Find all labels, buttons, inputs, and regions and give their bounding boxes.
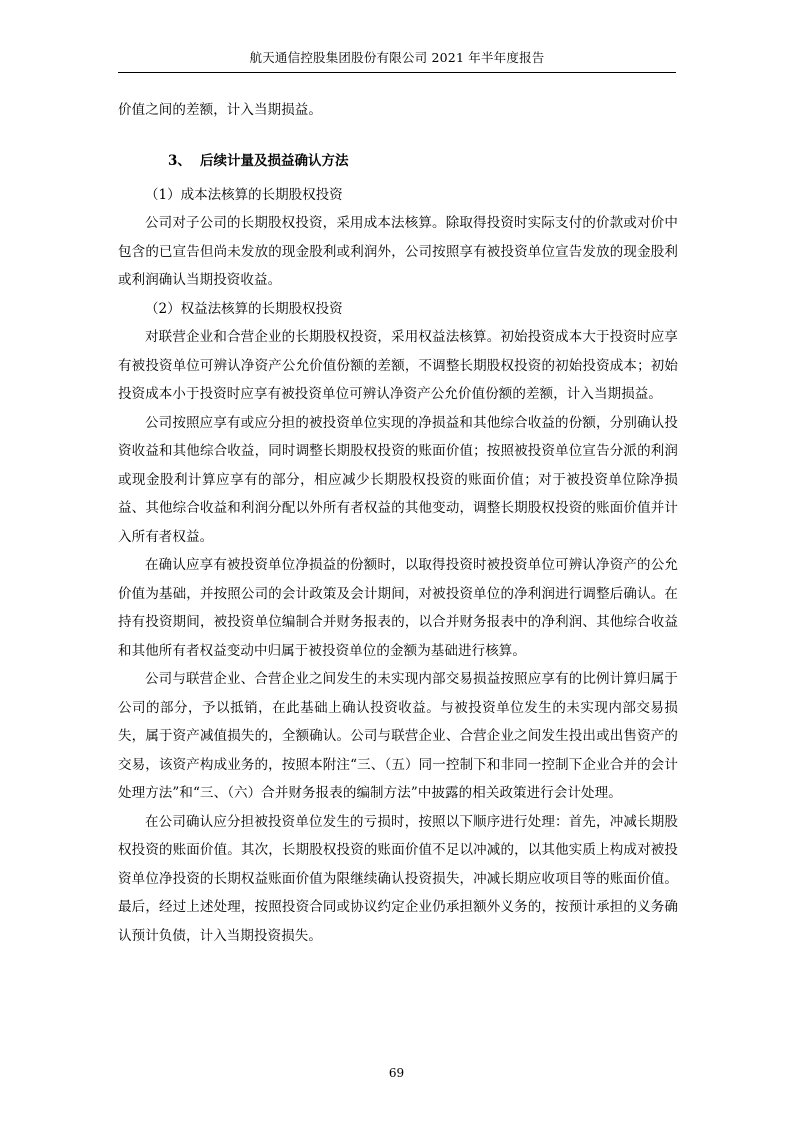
header-divider	[118, 72, 676, 73]
subsection-2-paragraph-4: 公司与联营企业、合营企业之间发生的未实现内部交易损益按照应享有的比例计算归属于公司的部分，予以抵销，在此基础上确认投资收益。与被投资单位发生的未实现内部交易损失，属于资产减值损失的，全额确认。公司与联营企业、合营企业之间发生投出或出售资产的交易，该资产构成业务的，按照本附注“三、（五）同一控制下和非同一控制下企业合并的会计处理方法”和“三、（六）合并财务报表的编制方法”中披露的相关政策进行会计处理。	[118, 671, 678, 801]
page-content	[118, 96, 678, 950]
page-header: 航天通信控股集团股份有限公司 2021 年半年度报告	[249, 50, 545, 65]
section-number: 3、	[168, 152, 191, 169]
section-heading	[118, 147, 678, 175]
subsection-1-paragraph-1: 公司对子公司的长期股权投资，采用成本法核算。除取得投资时实际支付的价款或对价中包含的已宣告但尚未发放的现金股利或利润外，公司按照享有被投资单位宣告发放的现金股利或利润确认当期投资收益。	[118, 215, 678, 288]
subsection-2-paragraph-2: 公司按照应享有或应分担的被投资单位实现的净损益和其他综合收益的份额，分别确认投资收益和其他综合收益，同时调整长期股权投资的账面价值；按照被投资单位宣告分派的利润或现金股利计算应享有的部分，相应减少长期股权投资的账面价值；对于被投资单位除净损益、其他综合收益和利润分配以外所有者权益的其他变动，调整长期股权投资的账面价值并计入所有者权益。	[118, 414, 678, 545]
subsection-2-paragraph-3: 在确认应享有被投资单位净损益的份额时，以取得投资时被投资单位可辨认净资产的公允价值为基础，并按照公司的会计政策及会计期间，对被投资单位的净利润进行调整后确认。在持有投资期间，被投资单位编制合并财务报表的，以合并财务报表中的净利润、其他综合收益和其他所有者权益变动中归属于被投资单位的金额为基础进行核算。	[118, 557, 678, 659]
subsection-1-heading: （1）成本法核算的长期股权投资	[145, 186, 343, 203]
carryover-paragraph: 价值之间的差额，计入当期损益。	[118, 102, 322, 118]
subsection-2-heading: （2）权益法核算的长期股权投资	[145, 300, 343, 317]
subsection-2-paragraph-5: 在公司确认应分担被投资单位发生的亏损时，按照以下顺序进行处理：首先，冲减长期股权投资的账面价值。其次，长期股权投资的账面价值不足以冲减的，以其他实质上构成对被投资单位净投资的长期权益账面价值为限继续确认投资损失，冲减长期应收项目等的账面价值。最后，经过上述处理，按照投资合同或协议约定企业仍承担额外义务的，按预计承担的义务确认预计负债，计入当期投资损失。	[118, 813, 678, 944]
page-number: 69	[388, 1066, 405, 1080]
section-title: 后续计量及损益确认方法	[200, 152, 349, 169]
subsection-2-paragraph-1: 对联营企业和合营企业的长期股权投资，采用权益法核算。初始投资成本大于投资时应享有被投资单位可辨认净资产公允价值份额的差额，不调整长期股权投资的初始投资成本；初始投资成本小于投资时应享有被投资单位可辨认净资产公允价值份额的差额，计入当期损益。	[118, 329, 678, 402]
